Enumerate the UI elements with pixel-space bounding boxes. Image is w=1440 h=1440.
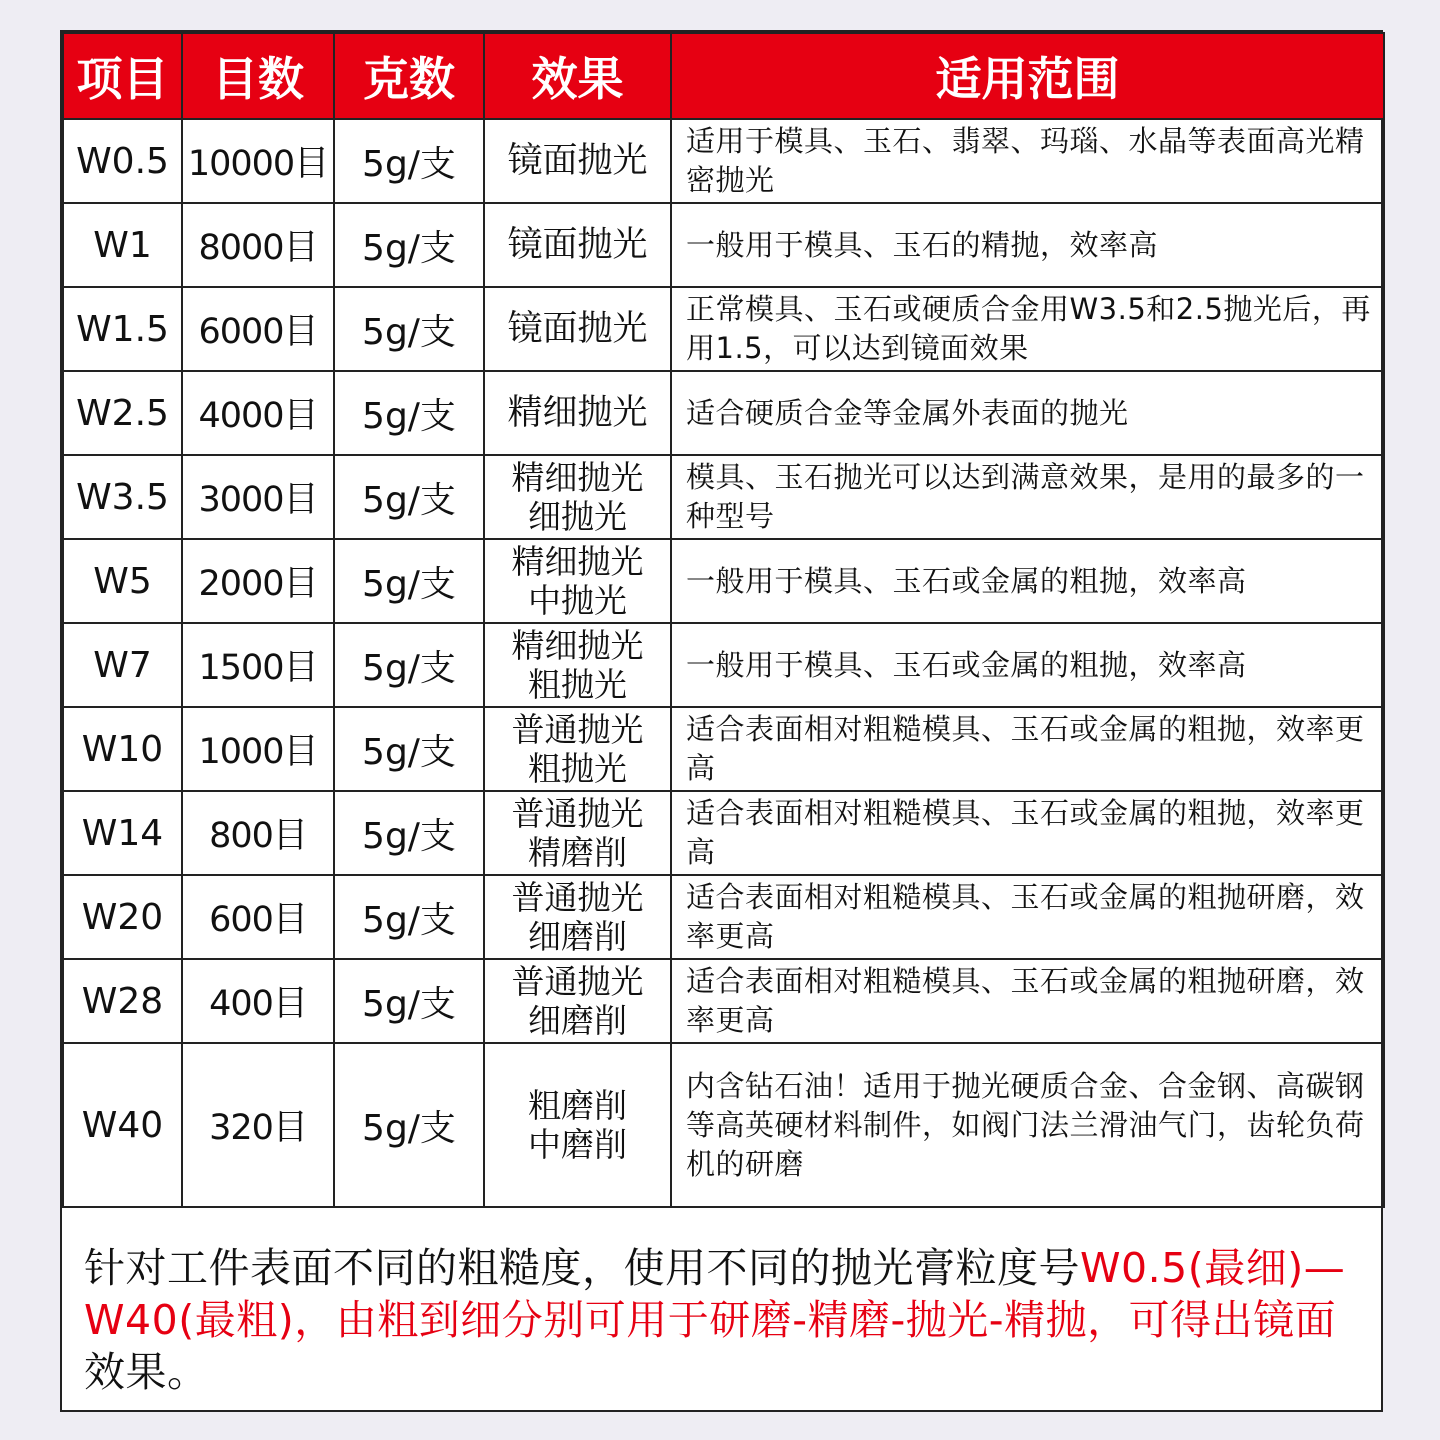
gram-cell: 5g/支 — [334, 539, 484, 623]
effect-line: 细抛光 — [528, 497, 627, 536]
effect-cell — [484, 1043, 671, 1207]
item-cell: W28 — [63, 959, 182, 1043]
effect-cell — [484, 455, 671, 539]
table-row — [63, 875, 1384, 959]
table-row — [63, 791, 1384, 875]
polishing-paste-spec-table — [62, 32, 1385, 1208]
mesh-cell: 400目 — [182, 959, 334, 1043]
gram-cell: 5g/支 — [334, 791, 484, 875]
header-item: 项目 — [63, 33, 182, 119]
effect-line: 粗磨削 — [528, 1086, 627, 1125]
item-cell: W3.5 — [63, 455, 182, 539]
effect-cell — [484, 791, 671, 875]
footer-note-text: 针对工件表面不同的粗糙度，使用不同的抛光膏粒度号 — [84, 1244, 1080, 1292]
item-cell: W14 — [63, 791, 182, 875]
effect-cell — [484, 371, 671, 455]
mesh-cell: 10000目 — [182, 119, 334, 203]
item-cell: W1.5 — [63, 287, 182, 371]
mesh-cell: 4000目 — [182, 371, 334, 455]
item-cell: W20 — [63, 875, 182, 959]
scope-cell: 正常模具、玉石或硬质合金用W3.5和2.5抛光后，再用1.5，可以达到镜面效果 — [671, 287, 1384, 371]
table-row — [63, 623, 1384, 707]
effect-line: 精细抛光 — [511, 542, 644, 581]
gram-cell: 5g/支 — [334, 287, 484, 371]
footer-note-highlight: W0.5(最细)—W40(最粗)，由粗到细分别可用于研磨-精磨-抛光-精抛，可得出镜面 — [84, 1244, 1346, 1344]
table-row — [63, 119, 1384, 203]
scope-cell: 适合表面相对粗糙模具、玉石或金属的粗抛研磨，效率更高 — [671, 959, 1384, 1043]
item-cell: W40 — [63, 1043, 182, 1207]
mesh-cell: 2000目 — [182, 539, 334, 623]
effect-line: 粗抛光 — [528, 665, 627, 704]
effect-line: 普通抛光 — [511, 878, 644, 917]
effect-line: 精细抛光 — [511, 626, 644, 665]
effect-line: 细磨削 — [528, 917, 627, 956]
mesh-cell: 1000目 — [182, 707, 334, 791]
effect-line: 中抛光 — [528, 581, 627, 620]
mesh-cell: 3000目 — [182, 455, 334, 539]
mesh-cell: 1500目 — [182, 623, 334, 707]
table-row — [63, 1043, 1384, 1207]
header-scope: 适用范围 — [671, 33, 1384, 119]
header-effect: 效果 — [484, 33, 671, 119]
effect-line: 细磨削 — [528, 1001, 627, 1040]
effect-line: 普通抛光 — [511, 710, 644, 749]
item-cell: W1 — [63, 203, 182, 287]
effect-cell — [484, 623, 671, 707]
scope-cell: 适合硬质合金等金属外表面的抛光 — [671, 371, 1384, 455]
header-mesh: 目数 — [182, 33, 334, 119]
mesh-cell: 320目 — [182, 1043, 334, 1207]
effect-cell — [484, 875, 671, 959]
item-cell: W5 — [63, 539, 182, 623]
effect-cell — [484, 119, 671, 203]
table-row — [63, 539, 1384, 623]
scope-cell: 适合表面相对粗糙模具、玉石或金属的粗抛，效率更高 — [671, 707, 1384, 791]
effect-cell — [484, 539, 671, 623]
scope-cell: 适用于模具、玉石、翡翠、玛瑙、水晶等表面高光精密抛光 — [671, 119, 1384, 203]
gram-cell: 5g/支 — [334, 707, 484, 791]
mesh-cell: 800目 — [182, 791, 334, 875]
effect-line: 精细抛光 — [511, 458, 644, 497]
header-gram: 克数 — [334, 33, 484, 119]
effect-cell — [484, 203, 671, 287]
table-row — [63, 371, 1384, 455]
effect-line: 精细抛光 — [507, 393, 648, 433]
effect-line: 粗抛光 — [528, 749, 627, 788]
effect-line: 中磨削 — [528, 1125, 627, 1164]
scope-cell: 一般用于模具、玉石或金属的粗抛，效率高 — [671, 623, 1384, 707]
effect-cell — [484, 707, 671, 791]
effect-line: 精磨削 — [528, 833, 627, 872]
item-cell: W2.5 — [63, 371, 182, 455]
table-row — [63, 707, 1384, 791]
item-cell: W0.5 — [63, 119, 182, 203]
gram-cell: 5g/支 — [334, 623, 484, 707]
scope-cell: 一般用于模具、玉石或金属的粗抛，效率高 — [671, 539, 1384, 623]
scope-cell: 适合表面相对粗糙模具、玉石或金属的粗抛，效率更高 — [671, 791, 1384, 875]
gram-cell: 5g/支 — [334, 959, 484, 1043]
mesh-cell: 8000目 — [182, 203, 334, 287]
table-header-row — [63, 33, 1384, 119]
spec-sheet — [60, 30, 1383, 1412]
scope-cell: 内含钻石油！适用于抛光硬质合金、合金钢、高碳钢等高英硬材料制件，如阀门法兰滑油气门，齿轮负荷机的研磨 — [671, 1043, 1384, 1207]
scope-cell: 一般用于模具、玉石的精抛，效率高 — [671, 203, 1384, 287]
effect-line: 普通抛光 — [511, 962, 644, 1001]
table-row — [63, 203, 1384, 287]
table-row — [63, 959, 1384, 1043]
footer-note — [84, 1242, 1369, 1398]
footer-note-end: 效果。 — [84, 1348, 209, 1396]
mesh-cell: 600目 — [182, 875, 334, 959]
scope-cell: 适合表面相对粗糙模具、玉石或金属的粗抛研磨，效率更高 — [671, 875, 1384, 959]
gram-cell: 5g/支 — [334, 1043, 484, 1207]
effect-line: 镜面抛光 — [507, 141, 648, 181]
effect-cell — [484, 287, 671, 371]
gram-cell: 5g/支 — [334, 371, 484, 455]
item-cell: W7 — [63, 623, 182, 707]
gram-cell: 5g/支 — [334, 119, 484, 203]
gram-cell: 5g/支 — [334, 875, 484, 959]
effect-line: 镜面抛光 — [507, 225, 648, 265]
effect-line: 普通抛光 — [511, 794, 644, 833]
mesh-cell: 6000目 — [182, 287, 334, 371]
gram-cell: 5g/支 — [334, 203, 484, 287]
table-row — [63, 287, 1384, 371]
scope-cell: 模具、玉石抛光可以达到满意效果，是用的最多的一种型号 — [671, 455, 1384, 539]
gram-cell: 5g/支 — [334, 455, 484, 539]
item-cell: W10 — [63, 707, 182, 791]
effect-line: 镜面抛光 — [507, 309, 648, 349]
effect-cell — [484, 959, 671, 1043]
table-row — [63, 455, 1384, 539]
